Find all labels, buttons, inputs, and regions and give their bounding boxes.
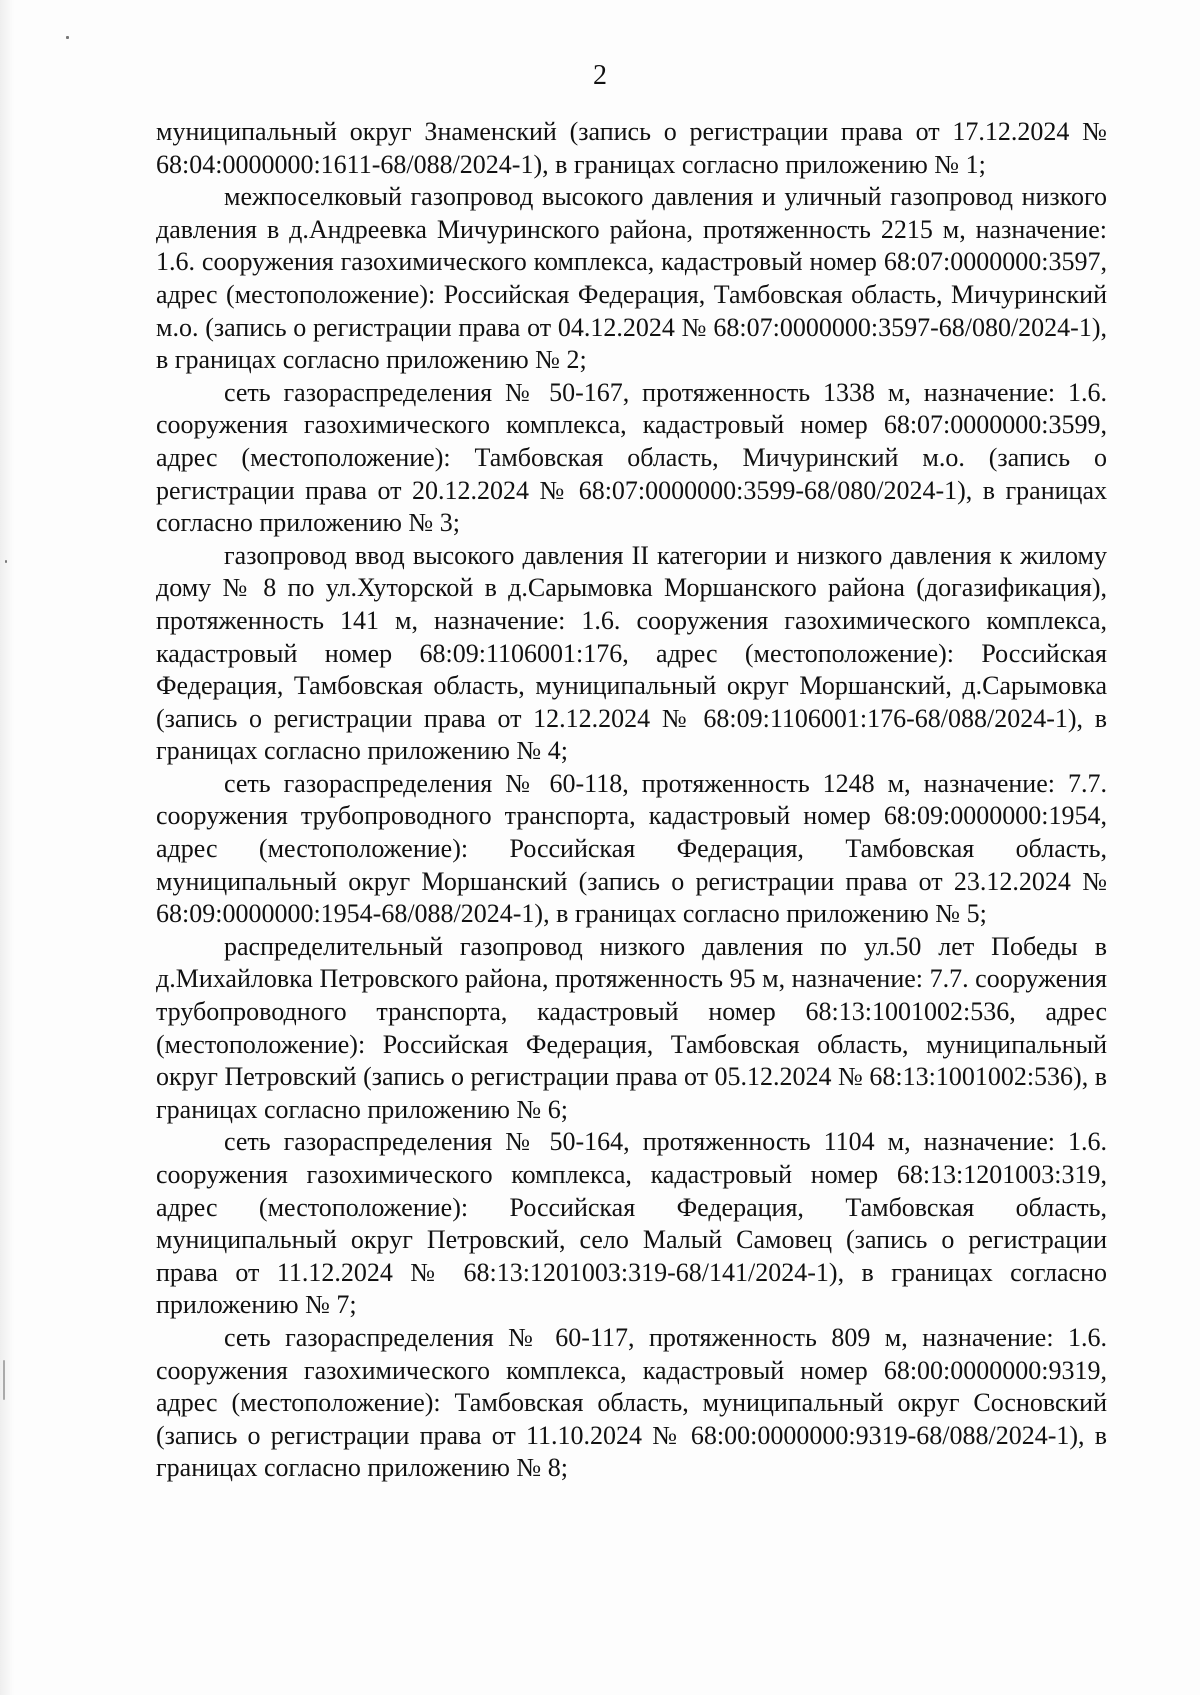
paragraph-7: сеть газораспределения № 50-164, протяженность 1104 м, назначение: 1.6. сооружения газохимического комплекса, кадастровый номер 68:13:1201003:319, адрес (местоположение): Российская Федерация, Тамбовская область, муниципальный округ Петровский, село Малый Самовец (запись о регистрации права от 11.12.2024 № 68:13:1201003:319-68/141/2024-1), в границах согласно приложению № 7;	[156, 1127, 1107, 1320]
scan-edge-shadow	[0, 0, 14, 1695]
paragraph-8: сеть газораспределения № 60-117, протяженность 809 м, назначение: 1.6. сооружения газохимического комплекса, кадастровый номер 68:00:0000000:9319, адрес (местоположение): Тамбовская область, муниципальный округ Сосновский (запись о регистрации права от 11.10.2024 № 68:00:0000000:9319-68/088/2024-1), в границах согласно приложению № 8;	[156, 1322, 1107, 1483]
scan-speck	[3, 1360, 5, 1400]
page-number: 2	[593, 60, 607, 91]
paragraph-3: сеть газораспределения № 50-167, протяженность 1338 м, назначение: 1.6. сооружения газохимического комплекса, кадастровый номер 68:07:0000000:3599, адрес (местоположение): Тамбовская область, Мичуринский м.о. (запись о регистрации права от 20.12.2024 № 68:07:0000000:3599-68/080/2024-1), в границах согласно приложению № 3;	[156, 377, 1107, 538]
scan-speck	[66, 36, 69, 39]
document-body	[156, 116, 1107, 1485]
paragraph-1: муниципальный округ Знаменский (запись о регистрации права от 17.12.2024 № 68:04:0000000:1611-68/088/2024-1), в границах согласно приложению № 1;	[156, 117, 1107, 179]
paragraph-4: газопровод ввод высокого давления II категории и низкого давления к жилому дому № 8 по ул.Хуторской в д.Сарымовка Моршанского района (догазификация), протяженность 141 м, назначение: 1.6. сооружения газохимического комплекса, кадастровый номер 68:09:1106001:176, адрес (местоположение): Российская Федерация, Тамбовская область, муниципальный округ Моршанский, д.Сарымовка (запись о регистрации права от 12.12.2024 № 68:09:1106001:176-68/088/2024-1), в границах согласно приложению № 4;	[156, 540, 1107, 766]
scan-speck	[5, 560, 7, 563]
paragraph-6: распределительный газопровод низкого давления по ул.50 лет Победы в д.Михайловка Петровского района, протяженность 95 м, назначение: 7.7. сооружения трубопроводного транспорта, кадастровый номер 68:13:1001002:536, адрес (местоположение): Российская Федерация, Тамбовская область, муниципальный округ Петровский (запись о регистрации права от 05.12.2024 № 68:13:1001002:536), в границах согласно приложению № 6;	[156, 931, 1107, 1124]
paragraph-2: межпоселковый газопровод высокого давления и уличный газопровод низкого давления в д.Андреевка Мичуринского района, протяженность 2215 м, назначение: 1.6. сооружения газохимического комплекса, кадастровый номер 68:07:0000000:3597, адрес (местоположение): Российская Федерация, Тамбовская область, Мичуринский м.о. (запись о регистрации права от 04.12.2024 № 68:07:0000000:3597-68/080/2024-1), в границах согласно приложению № 2;	[156, 182, 1107, 375]
paragraph-5: сеть газораспределения № 60-118, протяженность 1248 м, назначение: 7.7. сооружения трубопроводного транспорта, кадастровый номер 68:09:0000000:1954, адрес (местоположение): Российская Федерация, Тамбовская область, муниципальный округ Моршанский (запись о регистрации права от 23.12.2024 № 68:09:0000000:1954-68/088/2024-1), в границах согласно приложению № 5;	[156, 768, 1107, 929]
